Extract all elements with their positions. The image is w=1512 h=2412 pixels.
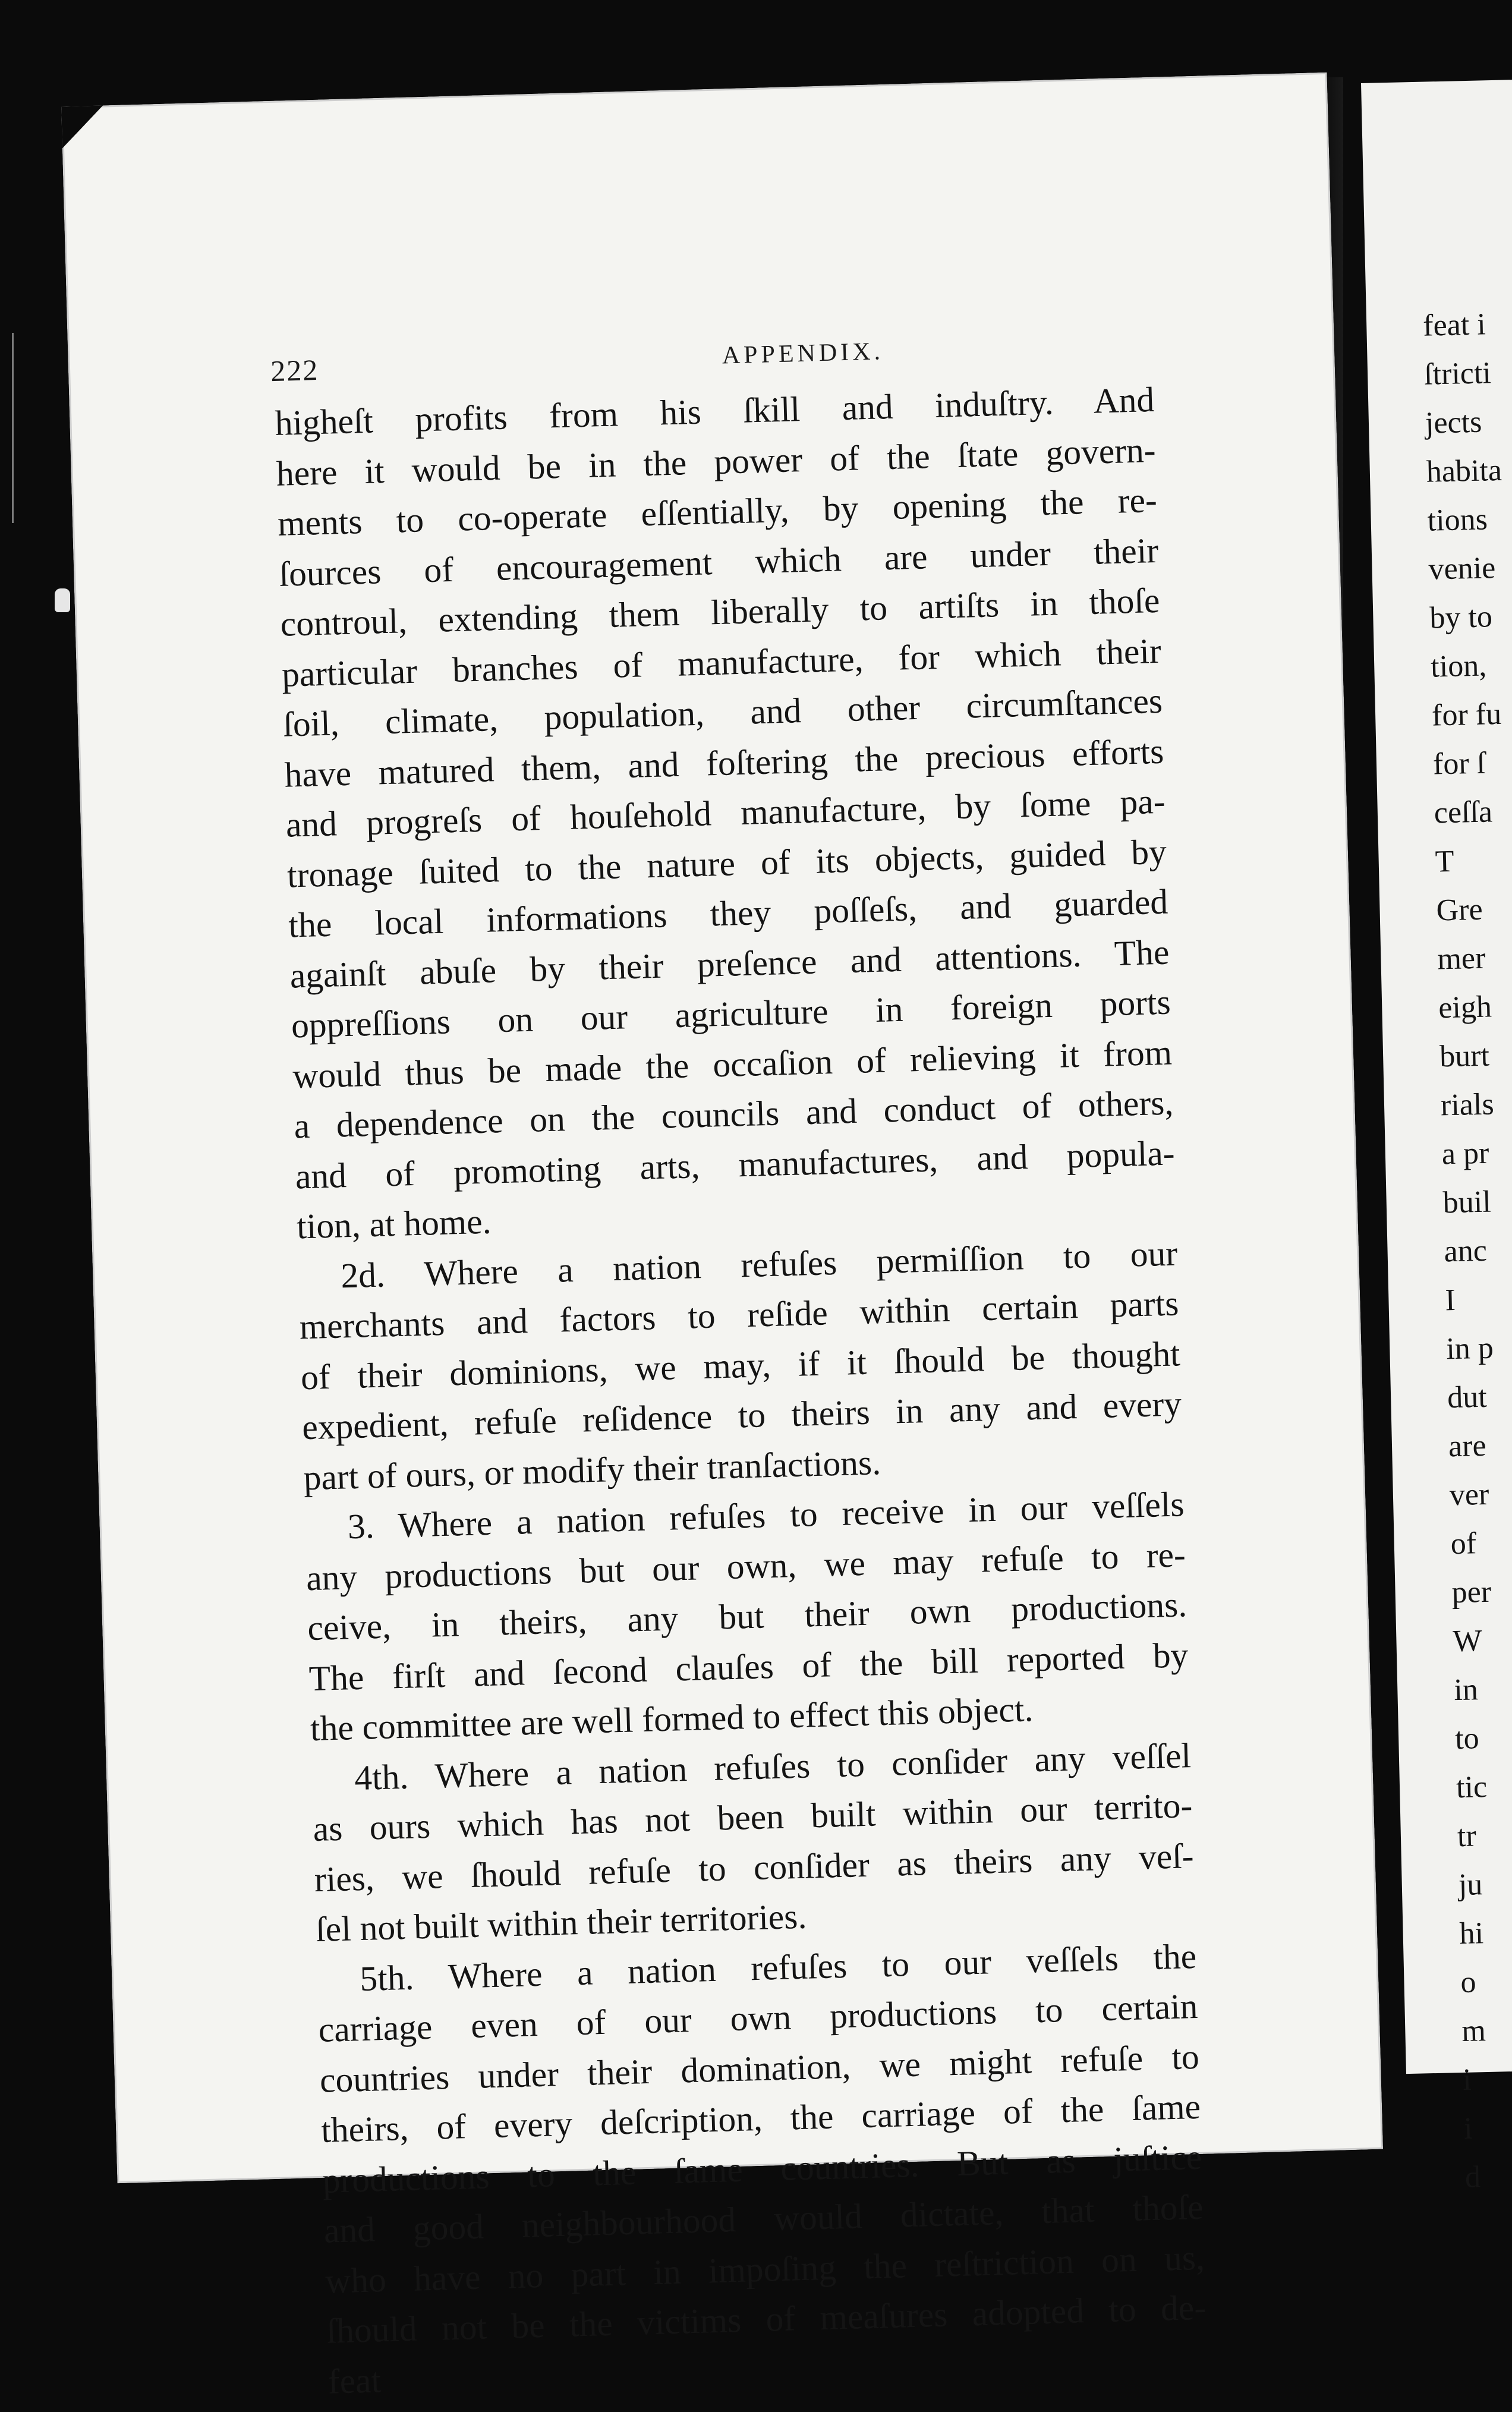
text-line: and good neighbourhood would dictate, that thoſe	[323, 2187, 1204, 2250]
text-line: The firſt and ſecond clauſes of the bill reported by	[308, 1635, 1189, 1698]
text-line: ſhould not be the victims of meaſures adopted to de-	[326, 2287, 1207, 2351]
right-text-line: rials	[1440, 1087, 1495, 1123]
right-text-line: ſtricti	[1423, 356, 1492, 392]
text-line: and progreſs of houſehold manufacture, by ſome pa-	[285, 781, 1166, 845]
right-text-line: tic	[1456, 1769, 1488, 1805]
text-line: would thus be made the occaſion of relieving it from	[292, 1032, 1173, 1096]
text-line: oppreſſions on our agriculture in foreign ports	[291, 982, 1171, 1046]
right-text-line: venie	[1428, 551, 1496, 587]
text-line: merchants and factors to reſide within certain parts	[298, 1283, 1180, 1347]
text-line: ceive, in theirs, any but their own productions.	[307, 1585, 1187, 1648]
text-line: 3. Where a nation refuſes to receive in our veſſels	[347, 1484, 1185, 1547]
right-text-line: ver	[1449, 1477, 1489, 1513]
right-text-line: in	[1453, 1673, 1479, 1708]
text-line: productions to the ſame countries. But as juſtice	[322, 2137, 1203, 2200]
right-text-line: Gre	[1435, 892, 1483, 928]
right-text-line: burt	[1439, 1038, 1490, 1074]
text-line: a dependence on the councils and conduct of others,	[293, 1082, 1174, 1146]
text-line: and of promoting arts, manufactures, and popula-	[295, 1132, 1176, 1196]
text-line: ſel not built within their territories.	[315, 1896, 808, 1949]
text-line: as ours which has not been built within our territo-	[312, 1786, 1193, 1849]
text-line: expedient, refuſe reſidence to theirs in any and every	[301, 1384, 1182, 1447]
body-text	[275, 374, 1208, 2407]
text-line: 4th. Where a nation refuſes to conſider any veſſel	[354, 1735, 1192, 1797]
right-text-line: habita	[1426, 453, 1502, 489]
right-text-line: mer	[1437, 941, 1486, 977]
text-line: have matured them, and foſtering the precious efforts	[284, 731, 1165, 795]
right-text-line: feat i	[1422, 307, 1486, 343]
right-text-line: jects	[1425, 405, 1482, 440]
right-text-line: o	[1460, 1965, 1477, 2000]
right-text-line: hi	[1459, 1916, 1484, 1951]
edge-blemish	[55, 588, 70, 612]
right-text-line: for fu	[1431, 697, 1502, 733]
right-text-line: I	[1444, 1283, 1456, 1318]
text-line: here it would be in the power of the ſtate govern-	[276, 430, 1157, 493]
right-text-line: tr	[1457, 1819, 1477, 1854]
text-line: who have no part in impoſing the reſtriction on us,	[325, 2237, 1205, 2301]
text-line: theirs, of every deſcription, the carriage of the ſame	[320, 2086, 1201, 2150]
right-page-text	[1422, 298, 1512, 2202]
right-text-line: W	[1452, 1624, 1483, 1659]
right-text-line: i	[1462, 2063, 1472, 2097]
text-line: ments to co-operate eſſentially, by opening the re-	[277, 480, 1158, 543]
right-text-line: eigh	[1438, 990, 1492, 1025]
right-text-line: in p	[1445, 1331, 1494, 1366]
right-page-cropped	[1361, 79, 1512, 2194]
text-line: tronage ſuited to the nature of its objects, guided by	[286, 832, 1167, 895]
text-line: ſoil, climate, population, and other circumſtances	[282, 681, 1163, 744]
text-line: 2d. Where a nation refuſes permiſſion to our	[340, 1233, 1178, 1295]
right-text-line: of	[1450, 1526, 1477, 1561]
right-text-line: to	[1454, 1721, 1480, 1756]
right-text-line: a pr	[1441, 1136, 1489, 1172]
page-number: 222	[270, 352, 320, 388]
right-text-line: tion,	[1430, 648, 1487, 684]
text-line: 5th. Where a nation refuſes to our veſſels the	[359, 1936, 1197, 1998]
text-line: tion, at home.	[296, 1201, 492, 1246]
text-line: particular branches of manufacture, for which their	[281, 631, 1162, 694]
text-line: part of ours, or modify their tranſactions.	[303, 1442, 881, 1497]
text-line: the local informations they poſſeſs, and guarded	[288, 881, 1168, 945]
running-head-title: APPENDIX.	[722, 338, 884, 370]
right-text-line: for ſ	[1432, 746, 1486, 782]
left-page	[61, 73, 1383, 2401]
right-text-line: ceſſa	[1434, 795, 1493, 830]
page-corner-fold	[61, 106, 104, 149]
text-line: ries, we ſhould refuſe to conſider as theirs any veſ-	[314, 1835, 1195, 1899]
binding-edge	[12, 333, 49, 523]
right-text-line: dut	[1447, 1380, 1488, 1415]
right-text-line: ju	[1458, 1868, 1483, 1903]
text-line: againſt abuſe by their preſence and attentions. The	[289, 932, 1170, 996]
text-line: of their dominions, we may, if it ſhould be thought	[300, 1333, 1181, 1397]
right-text-line: anc	[1443, 1233, 1488, 1269]
right-text-line: tions	[1427, 502, 1488, 538]
text-line: higheſt profits from his ſkill and induſtry. And	[274, 379, 1155, 443]
text-line: any productions but our own, we may refuſe to re-	[305, 1534, 1186, 1598]
right-text-line: T	[1435, 844, 1455, 879]
text-line: controul, extending them liberally to artiſts in thoſe	[279, 580, 1161, 644]
right-text-line: m	[1461, 2014, 1486, 2048]
right-text-line: by to	[1429, 600, 1493, 635]
right-text-line: i	[1463, 2111, 1473, 2146]
right-text-line: d	[1464, 2160, 1481, 2194]
right-text-line: are	[1448, 1428, 1487, 1464]
text-line: the committee are well formed to effect this object.	[310, 1689, 1034, 1749]
text-line: countries under their domination, we might refuſe to	[319, 2036, 1200, 2100]
text-line: carriage even of our own productions to certain	[317, 1986, 1199, 2049]
text-line: ſources of encouragement which are under their	[278, 530, 1159, 594]
catchword: feat	[327, 2360, 382, 2401]
right-text-line: per	[1451, 1575, 1492, 1610]
right-text-line: buil	[1442, 1185, 1492, 1220]
